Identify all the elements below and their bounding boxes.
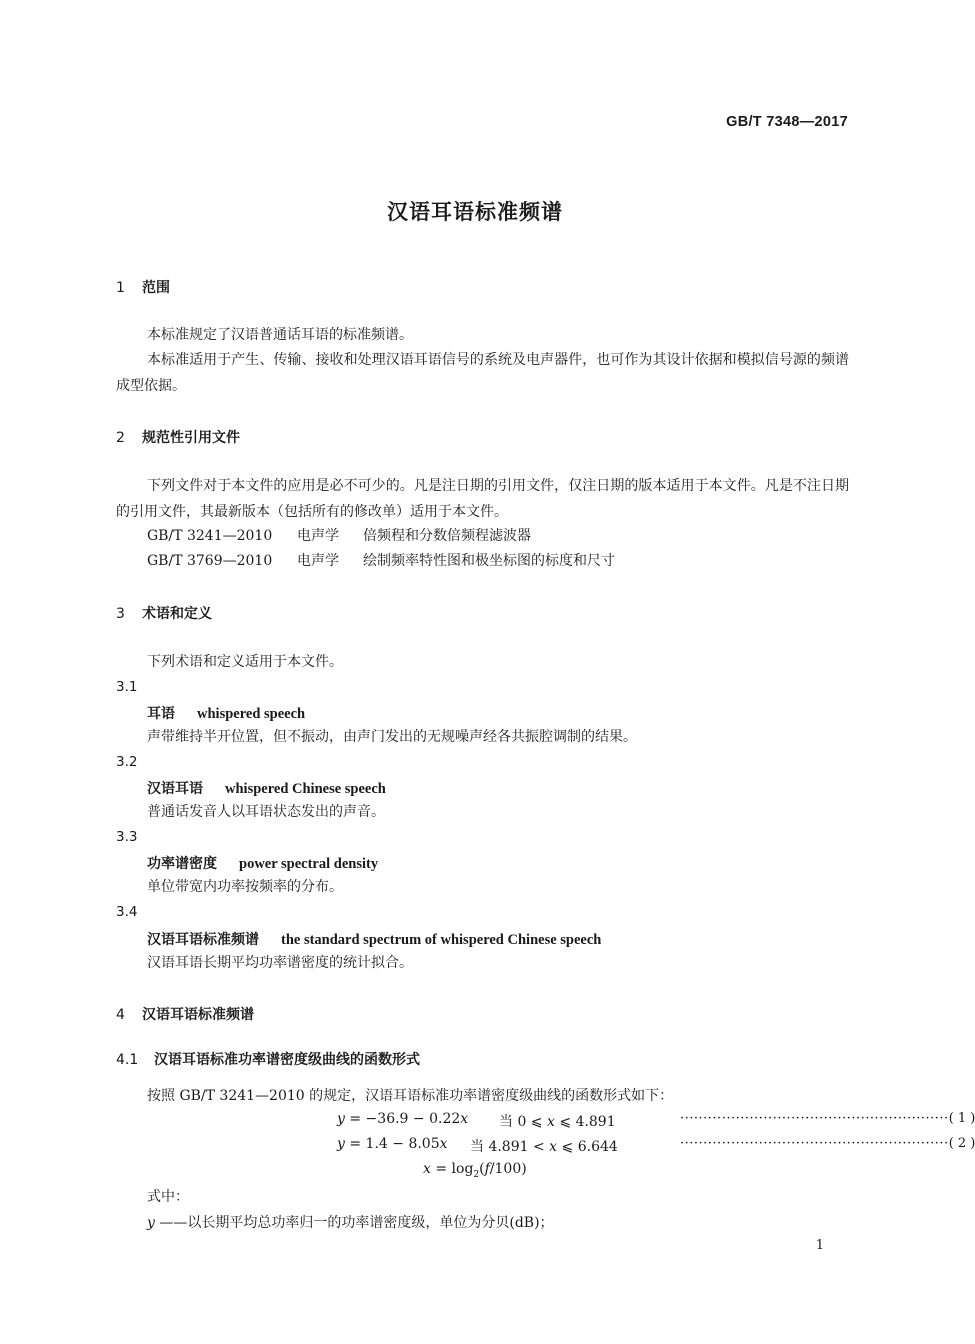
term-en: power spectral density	[239, 856, 379, 872]
term-zh: 耳语	[147, 706, 175, 722]
variable-definition	[147, 1210, 554, 1236]
subsection-title: 汉语耳语标准功率谱密度级曲线的函数形式	[154, 1052, 420, 1068]
paragraph: 下列文件对于本文件的应用是必不可少的。凡是注日期的引用文件，仅注日期的版本适用于本文件。凡是不注日期的引用文件，其最新版本（包括所有的修改单）适用于本文件。	[116, 478, 849, 520]
section-number: 2	[116, 430, 125, 446]
cond-post: ⩽ 6.644	[557, 1139, 618, 1155]
term-definition: 单位带宽内功率按频率的分布。	[147, 879, 343, 895]
term-entry	[147, 929, 601, 949]
section-title: 范围	[142, 280, 170, 296]
log-base: 2	[473, 1169, 480, 1180]
eq-lhs: x	[423, 1161, 431, 1177]
arg-pre: (	[479, 1161, 485, 1177]
paragraph: 本标准适用于产生、传输、接收和处理汉语耳语信号的系统及电声器件，也可作为其设计依据和模拟信号源的频谱成型依据。	[116, 352, 849, 394]
section-number: 4	[116, 1007, 125, 1023]
dot-leader: ··························································	[680, 1111, 949, 1126]
cond-pre: 当 4.891 <	[470, 1139, 550, 1155]
dot-leader: ··························································	[680, 1136, 949, 1151]
reference-category: 电声学	[297, 553, 339, 569]
term-definition: 汉语耳语长期平均功率谱密度的统计拟合。	[147, 955, 413, 971]
eq-lhs: y	[337, 1111, 345, 1127]
equation-1-leader	[680, 1111, 975, 1126]
arg-var: f	[484, 1161, 490, 1177]
term-zh: 汉语耳语	[147, 781, 203, 797]
eq-rhs: = −36.9 − 0.22	[344, 1111, 461, 1127]
variable-description: ——以长期平均总功率归一的功率谱密度级，单位为分贝(dB)；	[154, 1215, 554, 1231]
paragraph: 按照 GB/T 3241—2010 的规定，汉语耳语标准功率谱密度级曲线的函数形式如下：	[147, 1088, 674, 1104]
reference-category: 电声学	[297, 528, 339, 544]
section-title: 术语和定义	[142, 606, 212, 622]
term-number: 3.2	[116, 754, 138, 770]
reference-title: 绘制频率特性图和极坐标图的标度和尺寸	[363, 553, 615, 569]
term-definition: 声带维持半开位置，但不振动，由声门发出的无规噪声经各共振腔调制的结果。	[147, 729, 637, 745]
normative-reference	[147, 523, 531, 549]
section-number: 1	[116, 280, 125, 296]
cond-post: ⩽ 4.891	[554, 1114, 616, 1130]
cond-pre: 当 0 ⩽	[499, 1114, 547, 1130]
normative-reference	[147, 548, 615, 574]
equation-number: ( 1 )	[948, 1111, 975, 1126]
reference-title: 倍频程和分数倍频程滤波器	[363, 528, 531, 544]
section-3-heading	[116, 603, 212, 623]
term-en: whispered speech	[197, 706, 306, 722]
variable-symbol: y	[147, 1215, 155, 1231]
paragraph: 本标准规定了汉语普通话耳语的标准频谱。	[147, 327, 413, 343]
term-number: 3.4	[116, 904, 138, 920]
page-number: 1	[815, 1238, 824, 1253]
term-entry	[147, 853, 378, 873]
equation-2	[337, 1136, 448, 1152]
equation-1-condition	[499, 1111, 616, 1131]
where-label: 式中：	[147, 1189, 189, 1205]
term-entry	[147, 703, 305, 723]
section-4-heading	[116, 1004, 254, 1024]
section-number: 3	[116, 606, 125, 622]
subsection-number: 4.1	[116, 1052, 139, 1068]
term-entry	[147, 778, 386, 798]
section-title: 汉语耳语标准频谱	[142, 1007, 254, 1023]
term-zh: 汉语耳语标准频谱	[147, 932, 259, 948]
equation-2-condition	[470, 1136, 618, 1156]
paragraph: 下列术语和定义适用于本文件。	[147, 654, 343, 670]
term-zh: 功率谱密度	[147, 856, 217, 872]
equation-number: ( 2 )	[948, 1136, 975, 1151]
document-title: 汉语耳语标准频谱	[387, 200, 563, 224]
standard-number: GB/T 7348—2017	[726, 114, 848, 130]
cond-var: x	[547, 1114, 555, 1130]
eq-rhs: = log	[430, 1161, 474, 1177]
eq-rhs: = 1.4 − 8.05	[344, 1136, 440, 1152]
eq-var: x	[439, 1136, 448, 1152]
term-en: the standard spectrum of whispered Chinese speech	[281, 932, 602, 948]
equation-2-leader	[680, 1136, 975, 1151]
reference-code: GB/T 3769—2010	[147, 553, 273, 569]
term-definition: 普通话发音人以耳语状态发出的声音。	[147, 804, 385, 820]
equation-1	[337, 1111, 468, 1127]
term-en: whispered Chinese speech	[225, 781, 386, 797]
section-2-heading	[116, 427, 240, 447]
cond-var: x	[549, 1139, 558, 1155]
term-number: 3.1	[116, 679, 138, 695]
reference-code: GB/T 3241—2010	[147, 528, 273, 544]
eq-var: x	[460, 1111, 469, 1127]
subsection-4-1-heading	[116, 1049, 420, 1069]
term-number: 3.3	[116, 829, 138, 845]
equation-3	[423, 1161, 527, 1180]
section-title: 规范性引用文件	[142, 430, 240, 446]
eq-lhs: y	[337, 1136, 345, 1152]
section-1-heading	[116, 277, 170, 297]
arg-post: /100)	[489, 1161, 527, 1177]
